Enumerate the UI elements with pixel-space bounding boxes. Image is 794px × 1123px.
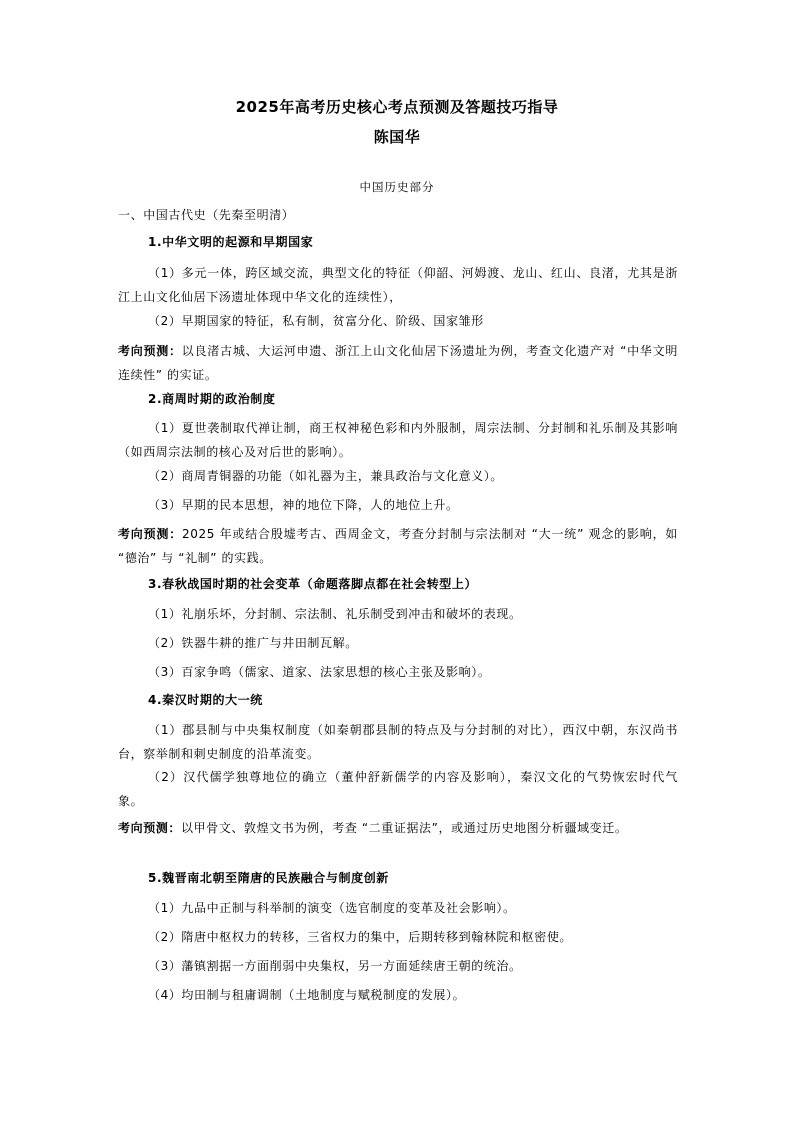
document-title: 2025年高考历史核心考点预测及答题技巧指导 <box>235 98 559 116</box>
prediction-text: 以良渚古城、大运河申遗、浙江上山文化仙居下汤遗址为例，考查文化遗产对 “中华文明连续性” 的实证。 <box>118 344 678 382</box>
topic-heading-4: 4.秦汉时期的大一统 <box>148 693 263 707</box>
topic-heading-5: 5.魏晋南北朝至隋唐的民族融合与制度创新 <box>148 871 389 885</box>
section-heading: 中国历史部分 <box>359 180 435 194</box>
prediction-text: 以甲骨文、敦煌文书为例，考查 “二重证据法”，或通过历史地图分析疆域变迁。 <box>181 821 628 835</box>
prediction-label: 考向预测： <box>118 344 182 358</box>
topic-1-point-2: （2）早期国家的特征，私有制，贫富分化、阶级、国家雏形 <box>148 314 484 328</box>
topic-2-prediction <box>118 522 678 570</box>
topic-1-prediction <box>118 339 678 387</box>
prediction-label: 考向预测： <box>118 821 182 835</box>
topic-2-point-2: （2）商周青铜器的功能（如礼器为主，兼具政治与文化意义）。 <box>148 469 504 483</box>
topic-5-point-1: （1）九品中正制与科举制的演变（选官制度的变革及社会影响）。 <box>148 901 516 915</box>
part-heading: 一、中国古代史（先秦至明清） <box>118 208 295 222</box>
topic-5-point-4: （4）均田制与租庸调制（土地制度与赋税制度的发展）。 <box>148 988 466 1002</box>
prediction-text: 2025 年或结合殷墟考古、西周金文，考查分封制与宗法制对 “大一统” 观念的影响，如 “德治” 与 “礼制” 的实践。 <box>118 527 678 565</box>
topic-5-point-2: （2）隋唐中枢权力的转移，三省权力的集中，后期转移到翰林院和枢密使。 <box>148 930 573 944</box>
topic-heading-1: 1.中华文明的起源和早期国家 <box>148 235 314 249</box>
topic-4-point-2: （2）汉代儒学独尊地位的确立（董仲舒新儒学的内容及影响），秦汉文化的气势恢宏时代气象。 <box>118 770 678 808</box>
topic-5-point-3: （3）藩镇割据一方面削弱中央集权，另一方面延续唐王朝的统治。 <box>148 959 522 973</box>
prediction-label: 考向预测： <box>118 527 183 541</box>
topic-3-point-1: （1）礼崩乐坏，分封制、宗法制、礼乐制受到冲击和破坏的表现。 <box>148 607 522 621</box>
topic-heading-3: 3.春秋战国时期的社会变革（命题落脚点都在社会转型上） <box>148 577 478 591</box>
topic-2-point-3: （3）早期的民本思想，神的地位下降，人的地位上升。 <box>148 498 459 512</box>
document-author: 陈国华 <box>373 128 421 146</box>
topic-2-point-1: （1）夏世袭制取代禅让制，商王权神秘色彩和内外服制，周宗法制、分封制和礼乐制及其影响（如西周宗法制的核心及对后世的影响）。 <box>118 421 678 459</box>
topic-3-point-2: （2）铁器牛耕的推广与井田制瓦解。 <box>148 636 358 650</box>
topic-3-point-3: （3）百家争鸣（儒家、道家、法家思想的核心主张及影响）。 <box>148 665 491 679</box>
topic-4-point-1: （1）郡县制与中央集权制度（如秦朝郡县制的特点及与分封制的对比），西汉中朝，东汉尚书台，察举制和刺史制度的沿革流变。 <box>118 723 678 761</box>
topic-4-prediction <box>118 816 678 840</box>
topic-heading-2: 2.商周时期的政治制度 <box>148 392 276 406</box>
topic-1-point-1: （1）多元一体，跨区域交流，典型文化的特征（仰韶、河姆渡、龙山、红山、良渚，尤其是浙江上山文化仙居下汤遗址体现中华文化的连续性）， <box>118 266 678 304</box>
